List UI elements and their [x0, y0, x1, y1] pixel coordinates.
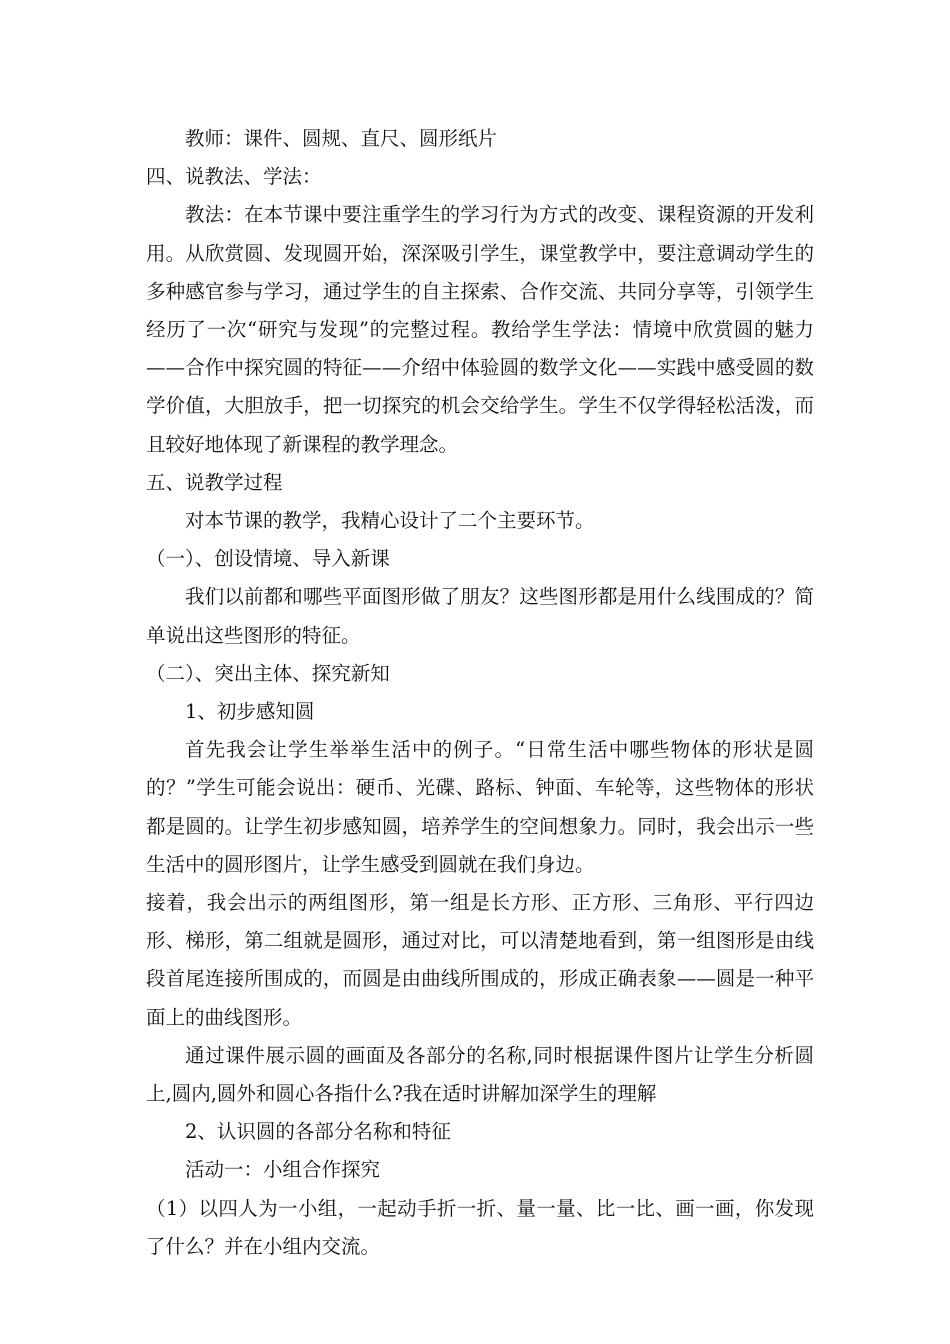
- paragraph-teacher-materials: 教师：课件、圆规、直尺、圆形纸片: [185, 127, 498, 150]
- paragraph-teaching-methods: 教法：在本节课中要注重学生的学习行为方式的改变、课程资源的开发利用。从欣赏圆、发现圆开始，深深吸引学生，课堂教学中，要注意调动学生的多种感官参与学习，通过学生的自主探索、合作交流、共同分享等，引领学生经历了一次“研究与发现”的完整过程。教给学生学法：情境中欣赏圆的魅力——合作中探究圆的特征——介绍中体验圆的数学文化——实践中感受圆的数学价值，大胆放手，把一切探究的机会交给学生。学生不仅学得轻松活泼，而且较好地体现了新课程的教学理念。: [146, 203, 814, 456]
- heading-teaching-process: 五、说教学过程: [146, 470, 283, 494]
- paragraph-life-examples: 首先我会让学生举举生活中的例子。“日常生活中哪些物体的形状是圆的？”学生可能会说出：硬币、光碟、路标、钟面、车轮等，这些物体的形状都是圆的。让学生初步感知圆，培养学生的空间想象力。同时，我会出示一些生活中的圆形图片，让学生感受到圆就在我们身边。: [146, 738, 814, 876]
- subheading-part-one: （一）、创设情境、导入新课: [146, 547, 390, 571]
- document-body: [146, 120, 814, 1266]
- heading-teaching-methods: 四、说教法、学法：: [146, 165, 322, 189]
- section-title-circle-parts: 2、认识圆的各部分名称和特征: [185, 1120, 451, 1144]
- paragraph-process-intro: 对本节课的教学，我精心设计了二个主要环节。: [185, 509, 595, 533]
- section-title-perceive-circle: 1、初步感知圆: [185, 700, 315, 724]
- paragraph-shape-comparison: 接着，我会出示的两组图形，第一组是长方形、正方形、三角形、平行四边形、梯形，第二组就是圆形，通过对比，可以清楚地看到，第一组图形是由线段首尾连接所围成的，而圆是由曲线所围成的，形成正确表象——圆是一种平面上的曲线图形。: [146, 891, 814, 1029]
- activity-one-title: 活动一：小组合作探究: [185, 1158, 381, 1182]
- paragraph-part-one: 我们以前都和哪些平面图形做了朋友？这些图形都是用什么线围成的？简单说出这些图形的特征。: [146, 585, 814, 647]
- subheading-part-two: （二）、突出主体、探究新知: [146, 661, 390, 685]
- activity-one-item-1: （1）以四人为一小组，一起动手折一折、量一量、比一比、画一画，你发现了什么？并在小组内交流。: [146, 1196, 814, 1258]
- paragraph-courseware: 通过课件展示圆的画面及各部分的名称,同时根据课件图片让学生分析圆上,圆内,圆外和圆心各指什么?我在适时讲解加深学生的理解: [146, 1043, 814, 1106]
